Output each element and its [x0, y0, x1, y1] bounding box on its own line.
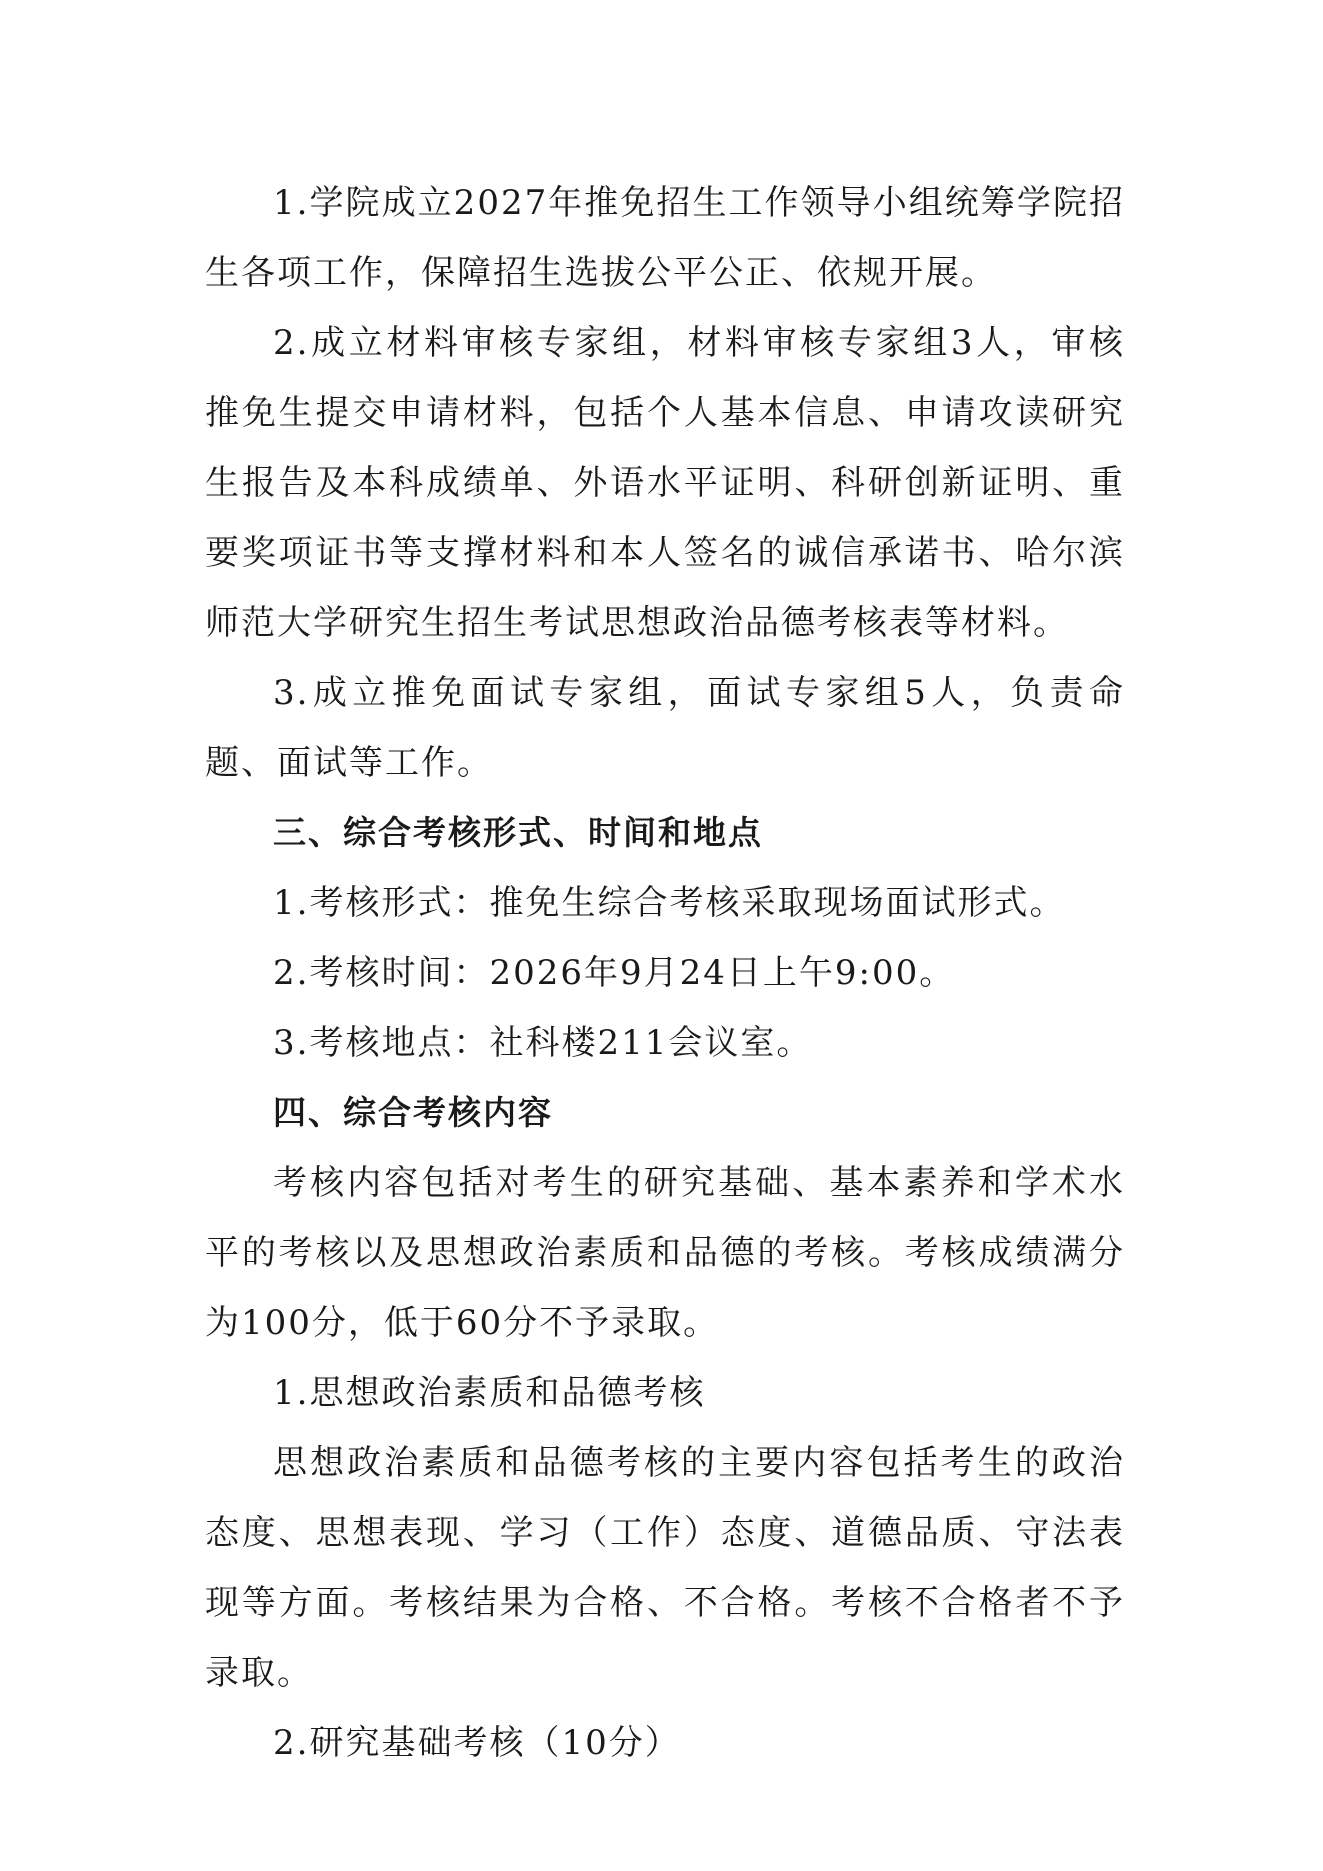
subheading-research-foundation: 2.研究基础考核（10分）: [273, 1723, 681, 1763]
document-body: [205, 168, 1125, 1778]
paragraph-assessment-place: 3.考核地点：社科楼211会议室。: [273, 1023, 813, 1063]
section-heading-assessment-content: 四、综合考核内容: [273, 1093, 553, 1132]
paragraph-material-review-group: 2.成立材料审核专家组，材料审核专家组3人，审核推免生提交申请材料，包括个人基本信息、申请攻读研究生报告及本科成绩单、外语水平证明、科研创新证明、重要奖项证书等支撑材料和本人签名的诚信承诺书、哈尔滨师范大学研究生招生考试思想政治品德考核表等材料。: [205, 323, 1125, 643]
paragraph-interview-group: 3.成立推免面试专家组，面试专家组5人，负责命题、面试等工作。: [205, 673, 1125, 783]
paragraph-assessment-time: 2.考核时间：2026年9月24日上午9:00。: [273, 953, 956, 993]
paragraph-political-assessment: 思想政治素质和品德考核的主要内容包括考生的政治态度、思想表现、学习（工作）态度、道德品质、守法表现等方面。考核结果为合格、不合格。考核不合格者不予录取。: [205, 1443, 1125, 1693]
paragraph-assessment-overview: 考核内容包括对考生的研究基础、基本素养和学术水平的考核以及思想政治素质和品德的考核。考核成绩满分为100分，低于60分不予录取。: [205, 1163, 1125, 1343]
paragraph-assessment-form: 1.考核形式：推免生综合考核采取现场面试形式。: [273, 883, 1066, 923]
subheading-political-assessment: 1.思想政治素质和品德考核: [273, 1373, 706, 1413]
section-heading-form-time-place: 三、综合考核形式、时间和地点: [273, 813, 763, 852]
paragraph-leadership-group: 1.学院成立2027年推免招生工作领导小组统筹学院招生各项工作，保障招生选拔公平公正、依规开展。: [205, 183, 1125, 293]
